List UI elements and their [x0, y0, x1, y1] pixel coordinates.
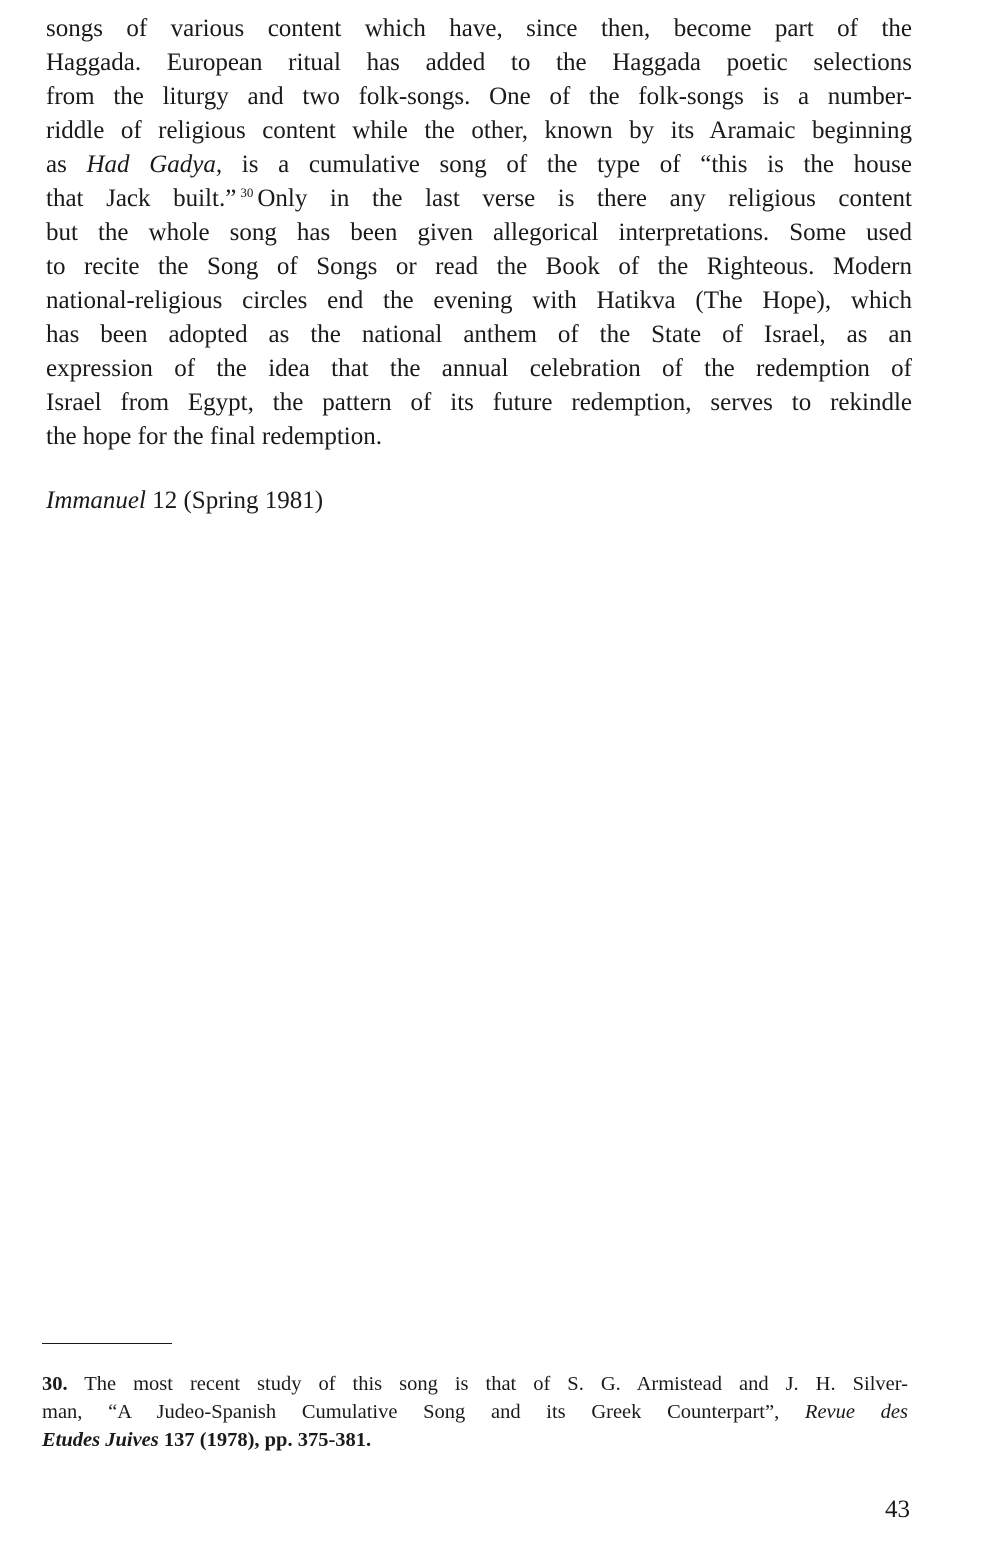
paragraph-line: but the whole song has been given allegorical interpretations. Some used — [46, 219, 912, 246]
paragraph-line: expression of the idea that the annual celebration of the redemption of — [46, 355, 912, 382]
line-text: 137 (1978), pp. 375-381. — [163, 1429, 372, 1451]
paragraph-line: the hope for the final redemption. — [46, 423, 382, 450]
footnote-line — [42, 1398, 908, 1426]
paragraph-line — [46, 148, 912, 182]
source-issue: 12 (Spring 1981) — [152, 487, 324, 514]
page-number: 43 — [885, 1496, 910, 1523]
paragraph-line: from the liturgy and two folk-songs. One of the folk-songs is a number- — [46, 83, 912, 110]
footnote-journal: Revue des — [804, 1401, 909, 1423]
paragraph-line: songs of various content which have, since then, become part of the — [46, 15, 912, 42]
main-paragraph — [46, 12, 912, 454]
line-text: is a cumulative song of the type of “this is the house — [241, 151, 912, 178]
paragraph-line: to recite the Song of Songs or read the Book of the Righteous. Modern — [46, 253, 912, 280]
line-text: that Jack built.” — [46, 185, 237, 212]
footnote-divider — [42, 1343, 172, 1344]
paragraph-line: riddle of religious content while the other, known by its Aramaic beginning — [46, 117, 912, 144]
paragraph-line: national-religious circles end the evening with Hatikva (The Hope), which — [46, 287, 912, 314]
source-citation — [46, 484, 323, 518]
line-text: The most recent study of this song is that of S. G. Armistead and J. H. Silver- — [84, 1373, 908, 1395]
line-text: man, “A Judeo-Spanish Cumulative Song and its Greek Counterpart”, — [42, 1401, 780, 1423]
footnote-reference[interactable]: 30 — [240, 185, 254, 200]
footnote-journal: Etudes Juives — [42, 1429, 159, 1451]
footnote-line — [42, 1370, 908, 1398]
song-title-had-gadya: Had Gadya, — [86, 151, 223, 178]
paragraph-line: has been adopted as the national anthem of the State of Israel, as an — [46, 321, 912, 348]
footnote-30 — [42, 1370, 908, 1454]
line-text: as — [46, 151, 67, 178]
source-journal: Immanuel — [46, 487, 146, 514]
paragraph-line: Haggada. European ritual has added to the Haggada poetic selections — [46, 49, 912, 76]
footnote-number: 30. — [42, 1373, 68, 1395]
footnote-line — [42, 1426, 908, 1454]
line-text: Only in the last verse is there any religious content — [257, 185, 913, 212]
paragraph-line: Israel from Egypt, the pattern of its future redemption, serves to rekindle — [46, 389, 912, 416]
paragraph-line — [46, 182, 912, 216]
